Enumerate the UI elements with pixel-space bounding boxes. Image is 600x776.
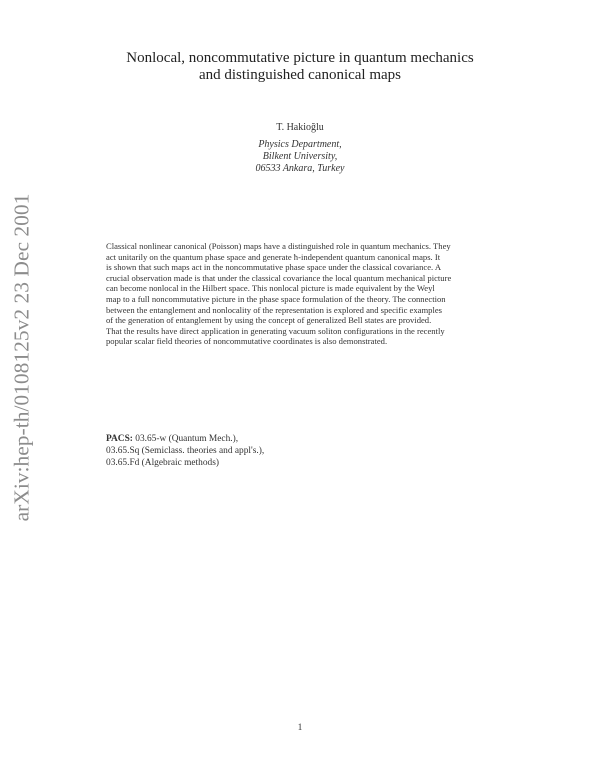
pacs-code: 03.65.Sq (Semiclass. theories and appl's.), <box>106 446 265 457</box>
affiliation-line: 06533 Ankara, Turkey <box>255 163 345 174</box>
abstract <box>106 241 496 347</box>
pacs-line <box>106 433 264 445</box>
pacs-codes <box>106 433 264 470</box>
title-line: and distinguished canonical maps <box>198 67 402 83</box>
abstract-line: popular scalar field theories of noncommutative coordinates is also demonstrated. <box>106 336 388 347</box>
abstract-line: map to a full noncommutative picture in the phase space formulation of the theory. The connection <box>106 293 446 304</box>
affiliation-line: Bilkent University, <box>262 151 338 162</box>
affiliation-line: Physics Department, <box>258 139 342 150</box>
abstract-line: can become nonlocal in the Hilbert space. This nonlocal picture is made equivalent by the Weyl <box>106 283 435 294</box>
paper-title <box>100 50 500 84</box>
pacs-label: PACS: <box>106 434 133 444</box>
abstract-line: That the results have direct application in generating vacuum soliton configurations in the recently <box>106 325 445 336</box>
title-line: Nonlocal, noncommutative picture in quantum mechanics <box>126 50 474 66</box>
abstract-line: Classical nonlinear canonical (Poisson) maps have a distinguished role in quantum mechanics. They <box>106 241 451 251</box>
abstract-line: crucial observation made is that under the classical covariance the local quantum mechanical picture <box>106 272 452 283</box>
arxiv-identifier: arXiv:hep-th/0108125v2 23 Dec 2001 <box>9 193 34 521</box>
abstract-line: act unitarily on the quantum phase space and generate ħ-independent quantum canonical maps. It <box>106 251 441 262</box>
affiliation <box>100 139 500 175</box>
abstract-line: is shown that such maps act in the noncommutative phase space under the classical covariance. A <box>106 262 442 273</box>
page-number: 1 <box>297 723 303 733</box>
author-name: T. Hakioğlu <box>276 122 324 133</box>
abstract-line: of the generation of entanglement by using the concept of generalized Bell states are provided. <box>106 315 432 326</box>
abstract-line: between the entanglement and nonlocality of the representation is explored and specific examples <box>106 304 442 315</box>
pacs-code: 03.65.Fd (Algebraic methods) <box>106 458 219 469</box>
pacs-code: 03.65-w (Quantum Mech.), <box>132 434 239 444</box>
arxiv-side-stamp <box>2 193 42 521</box>
